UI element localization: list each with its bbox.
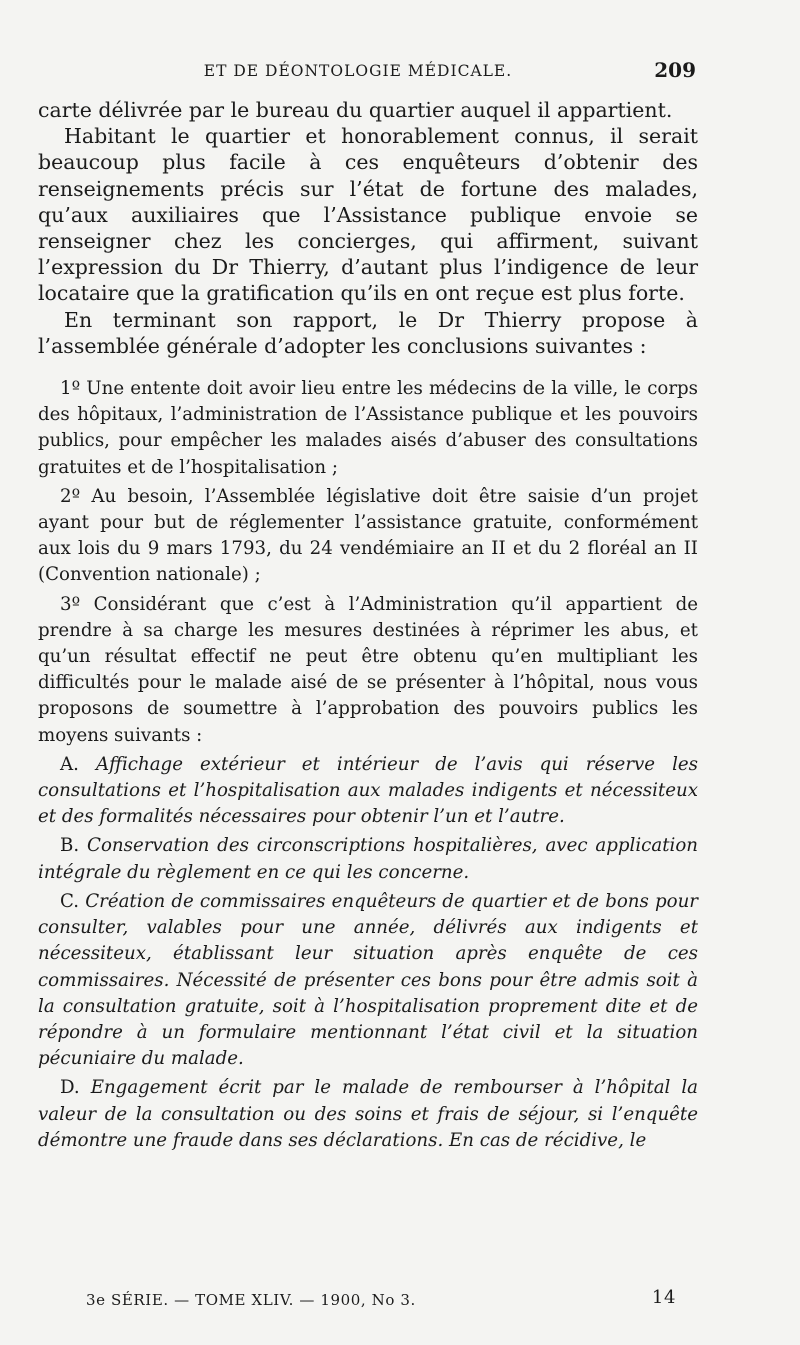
conclusion-2: 2º Au besoin, l’Assemblée législative doit être saisie d’un projet ayant pour but de réglementer l’assistance gratuite, conformément aux lois du 9 mars 1793, du 24 vendémiaire an II et du 2 floréal an II (Convention nationale) ; [38, 485, 698, 586]
conclusion-1: 1º Une entente doit avoir lieu entre les médecins de la ville, le corps des hôpitaux, l’administration de l’Assistance publique et les pouvoirs publics, pour empêcher les malades aisés d’abuser des consultations gratuites et de l’hospitalisation ; [38, 378, 698, 478]
conclusion-3: 3º Considérant que c’est à l’Administration qu’il appartient de prendre à sa charge les mesures destinées à réprimer les abus, et qu’un résultat effectif ne peut être obtenu qu’en multipliant les difficultés pour le malade aisé de se présenter à l’hôpital, nous vous proposons de soumettre à l’approbation des pouvoirs publics les moyens suivants : [38, 593, 698, 746]
paragraph-1: carte délivrée par le bureau du quartier auquel il appartient. [38, 98, 673, 122]
measure-letter: D. [60, 1077, 80, 1099]
measure-text: Engagement écrit par le malade de rembourser à l’hôpital la valeur de la consultation ou des soins et frais de séjour, si l’enquête démontre une fraude dans ses déclarations. En cas de récidive, le [38, 1077, 698, 1151]
signature-mark: 14 [651, 1287, 676, 1308]
page-body [38, 97, 698, 1154]
paragraph-2: Habitant le quartier et honorablement connus, il serait beaucoup plus facile à ces enquêteurs d’obtenir des renseignements précis sur l’état de fortune des malades, qu’aux auxiliaires que l’Assistance publique envoie se renseigner chez les concierges, qui affirment, suivant l’expression du Dr Thierry, d’autant plus l’indigence de leur locataire que la gratification qu’ils en ont reçue est plus forte. [38, 124, 698, 306]
paragraph-3: En terminant son rapport, le Dr Thierry propose à l’assemblée générale d’adopter les conclusions suivantes : [38, 307, 698, 358]
series-line: 3e SÉRIE. — TOME XLIV. — 1900, No 3. [86, 1291, 416, 1309]
running-title: ET DE DÉONTOLOGIE MÉDICALE. [203, 62, 513, 80]
measure-b [38, 833, 698, 885]
conclusions-list [38, 376, 698, 1154]
measure-letter: B. [60, 835, 80, 857]
measure-c [38, 889, 698, 1072]
measure-text: Affichage extérieur et intérieur de l’avis qui réserve les consultations et l’hospitalisation aux malades indigents et nécessiteux et des formalités nécessaires pour obtenir l’un et l’autre. [38, 753, 698, 828]
measure-letter: A. [60, 753, 79, 775]
page-footer [86, 1287, 686, 1317]
measure-text: Conservation des circonscriptions hospitalières, avec application intégrale du règlement en ce qui les concerne. [38, 835, 698, 883]
measure-a [38, 752, 698, 831]
book-page [38, 0, 698, 1345]
page-number: 209 [654, 58, 696, 82]
measure-text: Création de commissaires enquêteurs de quartier et de bons pour consulter, valables pour une année, délivrés aux indigents et nécessiteux, établissant leur situation après enquête de ces commissaires. Nécessité de présenter ces bons pour être admis soit à la consultation gratuite, soit à l’hospitalisation proprement dite et de répondre à un formulaire mentionnant l’état civil et la situation pécuniaire du malade. [38, 890, 698, 1070]
measure-d [38, 1075, 698, 1154]
page-header [38, 58, 698, 88]
measure-letter: C. [60, 890, 80, 912]
